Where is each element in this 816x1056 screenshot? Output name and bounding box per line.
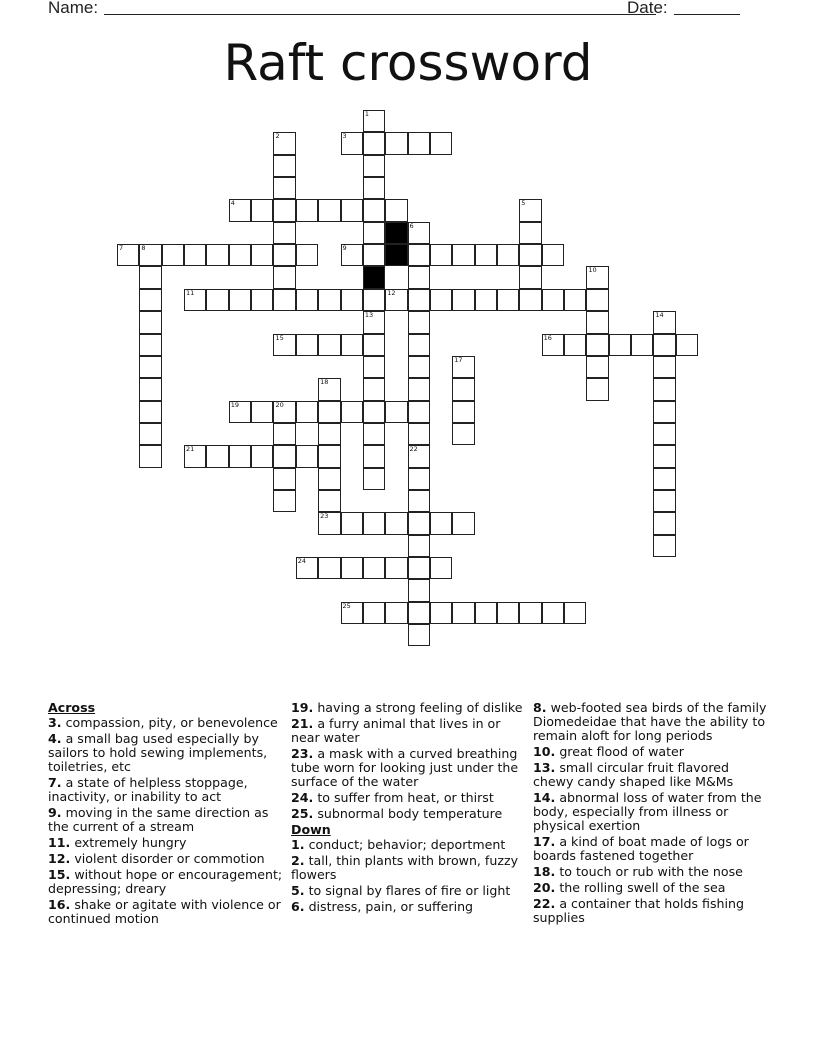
grid-cell[interactable] xyxy=(408,490,430,512)
clue-num: 13. xyxy=(533,760,556,775)
grid-cell[interactable] xyxy=(273,244,295,266)
grid-cell[interactable] xyxy=(586,356,608,378)
clue-number: 4 xyxy=(230,199,235,208)
grid-cell[interactable] xyxy=(653,356,675,378)
grid-cell[interactable] xyxy=(139,401,161,423)
clue-num: 18. xyxy=(533,864,556,879)
grid-cell[interactable] xyxy=(408,423,430,445)
clue-number: 1 xyxy=(364,110,369,118)
grid-cell[interactable] xyxy=(385,289,407,311)
grid-cell[interactable] xyxy=(586,289,608,311)
grid-cell[interactable] xyxy=(363,289,385,311)
clue-text: distress, pain, or suffering xyxy=(304,899,474,914)
grid-cell[interactable] xyxy=(564,289,586,311)
clue-num: 4. xyxy=(48,731,62,746)
grid-cell[interactable] xyxy=(139,289,161,311)
clue-number: 10 xyxy=(588,266,597,275)
clue-num: 21. xyxy=(291,716,314,731)
clue-column-2 xyxy=(291,701,527,916)
grid-cell[interactable] xyxy=(139,356,161,378)
clue-number: 5 xyxy=(521,199,526,208)
clue-num: 14. xyxy=(533,790,556,805)
grid-cell[interactable] xyxy=(341,132,363,154)
clue-item xyxy=(291,900,527,914)
grid-cell[interactable] xyxy=(363,244,385,266)
grid-cell[interactable] xyxy=(408,266,430,288)
clue-item xyxy=(48,776,284,804)
clue-item xyxy=(533,881,769,895)
date-label: Date: xyxy=(627,0,668,17)
grid-cell[interactable] xyxy=(430,132,452,154)
grid-cell[interactable] xyxy=(162,244,184,266)
grid-cell[interactable] xyxy=(206,289,228,311)
grid-cell[interactable] xyxy=(385,401,407,423)
grid-cell[interactable] xyxy=(363,557,385,579)
clue-number: 15 xyxy=(275,333,284,342)
grid-cell[interactable] xyxy=(408,132,430,154)
grid-cell[interactable] xyxy=(296,401,318,423)
grid-cell[interactable] xyxy=(341,289,363,311)
clue-number: 7 xyxy=(119,244,124,253)
grid-cell[interactable] xyxy=(408,222,430,244)
grid-cell[interactable] xyxy=(385,199,407,221)
clue-text: a container that holds fishing supplies xyxy=(533,896,744,925)
grid-cell[interactable] xyxy=(408,579,430,601)
clue-item xyxy=(48,716,284,730)
grid-cell[interactable] xyxy=(452,244,474,266)
clue-text: a kind of boat made of logs or boards fastened together xyxy=(533,834,749,863)
grid-cell[interactable] xyxy=(408,557,430,579)
grid-cell[interactable] xyxy=(318,334,340,356)
grid-cell[interactable] xyxy=(653,334,675,356)
grid-cell[interactable] xyxy=(408,624,430,646)
clue-text: extremely hungry xyxy=(70,835,187,850)
clue-num: 15. xyxy=(48,867,71,882)
grid-cell[interactable] xyxy=(452,512,474,534)
grid-cell[interactable] xyxy=(273,222,295,244)
grid-cell[interactable] xyxy=(318,512,340,534)
grid-cell[interactable] xyxy=(542,602,564,624)
grid-cell[interactable] xyxy=(251,199,273,221)
clue-num: 3. xyxy=(48,715,62,730)
grid-cell[interactable] xyxy=(653,468,675,490)
grid-cell[interactable] xyxy=(519,602,541,624)
grid-cell[interactable] xyxy=(273,289,295,311)
grid-cell[interactable] xyxy=(229,445,251,467)
clue-num: 10. xyxy=(533,744,556,759)
clue-num: 22. xyxy=(533,896,556,911)
grid-cell[interactable] xyxy=(475,289,497,311)
grid-cell[interactable] xyxy=(363,378,385,400)
grid-cell[interactable] xyxy=(273,401,295,423)
grid-cell[interactable] xyxy=(363,177,385,199)
grid-cell[interactable] xyxy=(452,378,474,400)
grid-cell[interactable] xyxy=(296,199,318,221)
grid-cell[interactable] xyxy=(542,334,564,356)
clue-number: 6 xyxy=(409,221,414,230)
clue-number: 19 xyxy=(230,400,240,409)
clue-item xyxy=(48,836,284,850)
black-cell xyxy=(385,222,407,244)
grid-cell[interactable] xyxy=(564,602,586,624)
grid-cell[interactable] xyxy=(430,289,452,311)
grid-cell[interactable] xyxy=(341,401,363,423)
grid-cell[interactable] xyxy=(430,557,452,579)
grid-cell[interactable] xyxy=(653,490,675,512)
grid-cell[interactable] xyxy=(475,602,497,624)
clue-number: 3 xyxy=(342,132,347,141)
grid-cell[interactable] xyxy=(318,378,340,400)
clue-num: 17. xyxy=(533,834,556,849)
grid-cell[interactable] xyxy=(363,334,385,356)
grid-cell[interactable] xyxy=(564,334,586,356)
clue-number: 20 xyxy=(275,400,284,409)
clue-item xyxy=(291,717,527,745)
grid-cell[interactable] xyxy=(363,311,385,333)
grid-cell[interactable] xyxy=(452,401,474,423)
grid-cell[interactable] xyxy=(273,199,295,221)
clue-number: 24 xyxy=(297,557,307,565)
clue-number: 9 xyxy=(342,244,347,253)
clue-text: violent disorder or commotion xyxy=(70,851,265,866)
clue-item xyxy=(291,807,527,821)
clue-item xyxy=(291,747,527,789)
grid-cell[interactable] xyxy=(363,423,385,445)
clue-text: abnormal loss of water from the body, especially from illness or physical exertion xyxy=(533,790,762,833)
grid-cell[interactable] xyxy=(363,155,385,177)
clue-item xyxy=(48,732,284,774)
clue-text: without hope or encouragement; depressing; dreary xyxy=(48,867,283,896)
grid-cell[interactable] xyxy=(542,244,564,266)
clue-text: small circular fruit flavored chewy candy shaped like M&Ms xyxy=(533,760,734,789)
grid-cell[interactable] xyxy=(139,266,161,288)
clue-num: 23. xyxy=(291,746,314,761)
grid-cell[interactable] xyxy=(296,334,318,356)
grid-cell[interactable] xyxy=(408,602,430,624)
grid-cell[interactable] xyxy=(497,289,519,311)
grid-cell[interactable] xyxy=(497,244,519,266)
grid-cell[interactable] xyxy=(408,244,430,266)
grid-cell[interactable] xyxy=(408,311,430,333)
grid-cell[interactable] xyxy=(586,378,608,400)
grid-cell[interactable] xyxy=(251,401,273,423)
across-heading: Across xyxy=(48,700,96,715)
clue-item xyxy=(291,838,527,852)
clue-text: to signal by flares of fire or light xyxy=(304,883,511,898)
grid-cell[interactable] xyxy=(363,110,385,132)
clue-text: compassion, pity, or benevolence xyxy=(61,715,278,730)
grid-cell[interactable] xyxy=(519,244,541,266)
clue-column-3 xyxy=(533,701,769,927)
grid-cell[interactable] xyxy=(519,199,541,221)
clue-text: to touch or rub with the nose xyxy=(555,864,743,879)
clue-number: 14 xyxy=(655,311,664,320)
grid-cell[interactable] xyxy=(653,378,675,400)
clue-num: 1. xyxy=(291,837,305,852)
grid-cell[interactable] xyxy=(363,602,385,624)
grid-cell[interactable] xyxy=(229,244,251,266)
grid-cell[interactable] xyxy=(408,401,430,423)
clue-item xyxy=(291,791,527,805)
grid-cell[interactable] xyxy=(318,289,340,311)
grid-cell[interactable] xyxy=(408,289,430,311)
grid-cell[interactable] xyxy=(273,177,295,199)
grid-cell[interactable] xyxy=(363,132,385,154)
grid-cell[interactable] xyxy=(653,445,675,467)
grid-cell[interactable] xyxy=(251,445,273,467)
clue-num: 16. xyxy=(48,897,71,912)
clue-number: 18 xyxy=(320,378,329,387)
grid-cell[interactable] xyxy=(229,199,251,221)
grid-cell[interactable] xyxy=(653,423,675,445)
clue-text: great flood of water xyxy=(555,744,684,759)
grid-cell[interactable] xyxy=(229,289,251,311)
clue-num: 2. xyxy=(291,853,305,868)
clue-number: 16 xyxy=(543,333,552,342)
clue-num: 9. xyxy=(48,805,62,820)
grid-cell[interactable] xyxy=(139,445,161,467)
grid-cell[interactable] xyxy=(273,490,295,512)
clue-item xyxy=(291,884,527,898)
grid-cell[interactable] xyxy=(273,132,295,154)
grid-cell[interactable] xyxy=(139,244,161,266)
clue-item xyxy=(533,865,769,879)
grid-cell[interactable] xyxy=(408,378,430,400)
grid-cell[interactable] xyxy=(653,401,675,423)
grid-cell[interactable] xyxy=(273,155,295,177)
grid-cell[interactable] xyxy=(363,401,385,423)
grid-cell[interactable] xyxy=(653,311,675,333)
clue-item xyxy=(291,854,527,882)
grid-cell[interactable] xyxy=(519,222,541,244)
clue-number: 12 xyxy=(387,288,396,297)
grid-cell[interactable] xyxy=(184,445,206,467)
clue-num: 8. xyxy=(533,700,547,715)
clue-item xyxy=(48,806,284,834)
grid-cell[interactable] xyxy=(296,244,318,266)
clue-text: moving in the same direction as the current of a stream xyxy=(48,805,269,834)
clue-item xyxy=(533,701,769,743)
grid-cell[interactable] xyxy=(475,244,497,266)
grid-cell[interactable] xyxy=(318,199,340,221)
clue-text: conduct; behavior; deportment xyxy=(304,837,506,852)
grid-cell[interactable] xyxy=(452,289,474,311)
grid-cell[interactable] xyxy=(363,356,385,378)
clue-text: tall, thin plants with brown, fuzzy flowers xyxy=(291,853,519,882)
grid-cell[interactable] xyxy=(363,445,385,467)
clue-text: shake or agitate with violence or continued motion xyxy=(48,897,281,926)
clue-number: 17 xyxy=(454,355,463,364)
grid-cell[interactable] xyxy=(452,602,474,624)
grid-cell[interactable] xyxy=(408,535,430,557)
grid-cell[interactable] xyxy=(363,468,385,490)
clue-number: 21 xyxy=(186,445,195,454)
clue-item xyxy=(533,835,769,863)
black-cell xyxy=(385,244,407,266)
clue-num: 19. xyxy=(291,700,314,715)
clue-text: a furry animal that lives in or near water xyxy=(291,716,501,745)
clue-text: a mask with a curved breathing tube worn for looking just under the surface of the water xyxy=(291,746,519,789)
black-cell xyxy=(363,266,385,288)
grid-cell[interactable] xyxy=(341,199,363,221)
grid-cell[interactable] xyxy=(318,401,340,423)
grid-cell[interactable] xyxy=(408,445,430,467)
clue-num: 7. xyxy=(48,775,62,790)
clue-number: 13 xyxy=(364,311,374,320)
grid-cell[interactable] xyxy=(430,602,452,624)
grid-cell[interactable] xyxy=(184,289,206,311)
grid-cell[interactable] xyxy=(676,334,698,356)
grid-cell[interactable] xyxy=(139,311,161,333)
grid-cell[interactable] xyxy=(318,557,340,579)
clue-item xyxy=(291,701,527,715)
grid-cell[interactable] xyxy=(452,423,474,445)
clue-number: 11 xyxy=(186,288,195,297)
name-label: Name: xyxy=(48,0,99,17)
grid-cell[interactable] xyxy=(296,445,318,467)
grid-cell[interactable] xyxy=(318,468,340,490)
grid-cell[interactable] xyxy=(251,244,273,266)
grid-cell[interactable] xyxy=(273,266,295,288)
clue-item xyxy=(533,745,769,759)
grid-cell[interactable] xyxy=(653,512,675,534)
grid-cell[interactable] xyxy=(586,334,608,356)
grid-cell[interactable] xyxy=(273,468,295,490)
grid-cell[interactable] xyxy=(273,445,295,467)
grid-cell[interactable] xyxy=(385,602,407,624)
grid-cell[interactable] xyxy=(341,244,363,266)
clue-text: the rolling swell of the sea xyxy=(555,880,726,895)
grid-cell[interactable] xyxy=(341,334,363,356)
clue-item xyxy=(48,852,284,866)
grid-cell[interactable] xyxy=(519,266,541,288)
clue-text: a small bag used especially by sailors to hold sewing implements, toiletries, etc xyxy=(48,731,268,774)
grid-cell[interactable] xyxy=(385,512,407,534)
grid-cell[interactable] xyxy=(519,289,541,311)
page-title: Raft crossword xyxy=(223,34,593,92)
down-heading: Down xyxy=(291,822,331,837)
grid-cell[interactable] xyxy=(586,266,608,288)
grid-cell[interactable] xyxy=(609,334,631,356)
grid-cell[interactable] xyxy=(430,512,452,534)
grid-cell[interactable] xyxy=(273,423,295,445)
grid-cell[interactable] xyxy=(206,445,228,467)
grid-cell[interactable] xyxy=(139,423,161,445)
clue-num: 24. xyxy=(291,790,314,805)
grid-cell[interactable] xyxy=(363,512,385,534)
clue-item xyxy=(48,868,284,896)
grid-cell[interactable] xyxy=(318,490,340,512)
grid-cell[interactable] xyxy=(184,244,206,266)
grid-cell[interactable] xyxy=(408,356,430,378)
grid-cell[interactable] xyxy=(430,244,452,266)
clue-text: web-footed sea birds of the family Diomedeidae that have the ability to remain aloft for long periods xyxy=(533,700,767,743)
clue-item xyxy=(48,898,284,926)
clue-number: 8 xyxy=(141,244,146,253)
clue-column-1 xyxy=(48,701,284,928)
grid-cell[interactable] xyxy=(206,244,228,266)
clue-num: 20. xyxy=(533,880,556,895)
clue-text: a state of helpless stoppage, inactivity, or inability to act xyxy=(48,775,248,804)
clue-number: 25 xyxy=(342,601,351,610)
clue-number: 2 xyxy=(275,132,280,141)
grid-cell[interactable] xyxy=(363,199,385,221)
grid-cell[interactable] xyxy=(385,132,407,154)
clue-number: 22 xyxy=(409,445,418,454)
clue-text: subnormal body temperature xyxy=(313,806,503,821)
clue-text: to suffer from heat, or thirst xyxy=(313,790,494,805)
grid-cell[interactable] xyxy=(408,334,430,356)
grid-cell[interactable] xyxy=(408,468,430,490)
grid-cell[interactable] xyxy=(408,512,430,534)
grid-cell[interactable] xyxy=(296,289,318,311)
clue-item xyxy=(533,761,769,789)
clue-item xyxy=(533,791,769,833)
grid-cell[interactable] xyxy=(117,244,139,266)
grid-cell[interactable] xyxy=(631,334,653,356)
grid-cell[interactable] xyxy=(318,445,340,467)
clue-num: 25. xyxy=(291,806,314,821)
grid-cell[interactable] xyxy=(341,512,363,534)
grid-cell[interactable] xyxy=(273,334,295,356)
clue-number: 23 xyxy=(320,512,329,521)
grid-cell[interactable] xyxy=(318,423,340,445)
grid-cell[interactable] xyxy=(296,557,318,579)
clue-num: 11. xyxy=(48,835,71,850)
grid-cell[interactable] xyxy=(363,222,385,244)
clue-num: 6. xyxy=(291,899,305,914)
grid-cell[interactable] xyxy=(497,602,519,624)
clue-text: having a strong feeling of dislike xyxy=(313,700,523,715)
grid-cell[interactable] xyxy=(251,289,273,311)
grid-cell[interactable] xyxy=(542,289,564,311)
grid-cell[interactable] xyxy=(653,535,675,557)
clue-item xyxy=(533,897,769,925)
grid-cell[interactable] xyxy=(452,356,474,378)
clue-num: 5. xyxy=(291,883,305,898)
grid-cell[interactable] xyxy=(229,401,251,423)
grid-cell[interactable] xyxy=(341,602,363,624)
grid-cell[interactable] xyxy=(341,557,363,579)
grid-cell[interactable] xyxy=(139,334,161,356)
clue-num: 12. xyxy=(48,851,71,866)
grid-cell[interactable] xyxy=(586,311,608,333)
grid-cell[interactable] xyxy=(385,557,407,579)
grid-cell[interactable] xyxy=(139,378,161,400)
